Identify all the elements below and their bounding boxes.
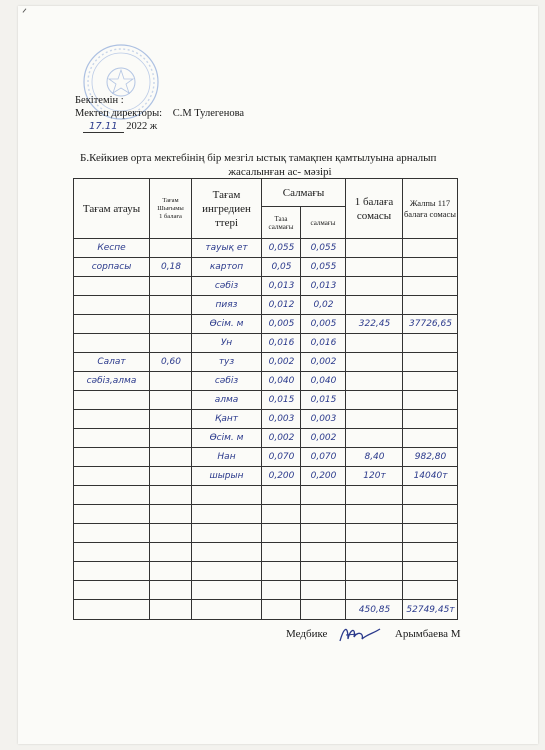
approval-date-suffix: 2022 ж	[126, 121, 158, 132]
corner-mark: ᐟ	[22, 6, 28, 20]
cell-ingredient: шырын	[192, 467, 262, 486]
cell-cost-total	[403, 486, 458, 505]
cell-cost-total	[403, 562, 458, 581]
header-weight-gross: салмағы	[301, 207, 346, 239]
cell-gross	[301, 524, 346, 543]
cell-cost-one	[346, 524, 403, 543]
signature-line	[286, 623, 461, 645]
cell-gross: 0,040	[301, 372, 346, 391]
cell-yield: 0,18	[150, 258, 192, 277]
signature-name: Арымбаева М	[394, 627, 461, 640]
approved-label: Бекітемін :	[75, 95, 124, 106]
cell-dish	[74, 429, 150, 448]
cell-yield	[150, 448, 192, 467]
header-cost-total: Жалпы 117 балаға сомасы	[403, 179, 458, 239]
cell-yield	[150, 562, 192, 581]
cell-ingredient: пияз	[192, 296, 262, 315]
cell-ingredient: Нан	[192, 448, 262, 467]
cell-yield	[150, 505, 192, 524]
cell-gross	[301, 505, 346, 524]
header-dish: Тағам атауы	[74, 179, 150, 239]
cell-dish	[74, 486, 150, 505]
header-weight-net: Таза салмағы	[262, 207, 301, 239]
table-row	[74, 372, 458, 391]
cell-ingredient: тауық ет	[192, 239, 262, 258]
cell-gross: 0,002	[301, 353, 346, 372]
cell-cost-one	[346, 581, 403, 600]
cell-cost-total	[403, 391, 458, 410]
total-cost-one: 450,85	[346, 600, 403, 620]
cell-cost-total	[403, 372, 458, 391]
cell-cost-total: 37726,65	[403, 315, 458, 334]
cell-net: 0,070	[262, 448, 301, 467]
table-row	[74, 258, 458, 277]
cell-ingredient	[192, 524, 262, 543]
cell-dish	[74, 315, 150, 334]
cell-ingredient: сәбіз	[192, 277, 262, 296]
cell-yield	[150, 315, 192, 334]
cell-gross: 0,002	[301, 429, 346, 448]
cell-gross	[301, 581, 346, 600]
cell-cost-one	[346, 372, 403, 391]
cell-yield	[150, 429, 192, 448]
table-row	[74, 543, 458, 562]
cell-yield	[150, 543, 192, 562]
cell-net	[262, 505, 301, 524]
document-title	[80, 151, 480, 179]
cell-cost-total	[403, 581, 458, 600]
cell-yield	[150, 391, 192, 410]
cell-cost-total	[403, 505, 458, 524]
cell-empty	[192, 600, 262, 620]
cell-yield	[150, 334, 192, 353]
cell-cost-one	[346, 505, 403, 524]
table-row	[74, 486, 458, 505]
cell-ingredient	[192, 562, 262, 581]
cell-net	[262, 562, 301, 581]
cell-net: 0,003	[262, 410, 301, 429]
table-row	[74, 505, 458, 524]
cell-dish: сорпасы	[74, 258, 150, 277]
title-line-1: Б.Кейкиев орта мектебінің бір мезгіл ыстық тамақпен қамтылуына арналып	[80, 152, 437, 164]
total-cost-total: 52749,45т	[403, 600, 458, 620]
cell-cost-one	[346, 391, 403, 410]
cell-gross: 0,02	[301, 296, 346, 315]
cell-gross: 0,200	[301, 467, 346, 486]
table-row	[74, 353, 458, 372]
approval-block	[75, 94, 244, 133]
cell-gross: 0,070	[301, 448, 346, 467]
cell-gross: 0,015	[301, 391, 346, 410]
cell-gross: 0,005	[301, 315, 346, 334]
cell-cost-one	[346, 239, 403, 258]
cell-net: 0,200	[262, 467, 301, 486]
cell-cost-one	[346, 562, 403, 581]
cell-cost-one	[346, 353, 403, 372]
cell-ingredient	[192, 505, 262, 524]
table-row	[74, 524, 458, 543]
cell-dish: Салат	[74, 353, 150, 372]
cell-gross: 0,003	[301, 410, 346, 429]
header-ingredients: Тағам ингредиен ттері	[192, 179, 262, 239]
table-row	[74, 239, 458, 258]
handwritten-signature	[336, 623, 386, 645]
cell-cost-total	[403, 543, 458, 562]
cell-cost-total	[403, 277, 458, 296]
cell-yield	[150, 524, 192, 543]
cell-yield	[150, 372, 192, 391]
cell-net: 0,002	[262, 353, 301, 372]
menu-table	[73, 178, 458, 620]
cell-cost-total	[403, 334, 458, 353]
cell-dish	[74, 543, 150, 562]
cell-gross: 0,055	[301, 258, 346, 277]
cell-cost-total	[403, 353, 458, 372]
table-body	[74, 239, 458, 620]
cell-cost-total: 982,80	[403, 448, 458, 467]
cell-gross: 0,013	[301, 277, 346, 296]
cell-ingredient	[192, 486, 262, 505]
cell-net: 0,040	[262, 372, 301, 391]
document-page	[18, 6, 538, 744]
cell-ingredient: туз	[192, 353, 262, 372]
cell-yield	[150, 467, 192, 486]
cell-gross: 0,055	[301, 239, 346, 258]
cell-ingredient: Қант	[192, 410, 262, 429]
title-line-2: жасалынған ас- мәзірі	[228, 166, 332, 178]
cell-dish	[74, 334, 150, 353]
cell-net: 0,002	[262, 429, 301, 448]
cell-cost-one	[346, 258, 403, 277]
cell-net: 0,013	[262, 277, 301, 296]
approval-date-handwritten: 17.11	[83, 121, 124, 133]
cell-gross	[301, 543, 346, 562]
cell-cost-one	[346, 277, 403, 296]
cell-empty	[262, 600, 301, 620]
table-total-row	[74, 600, 458, 620]
cell-empty	[301, 600, 346, 620]
cell-cost-one	[346, 334, 403, 353]
cell-gross	[301, 562, 346, 581]
cell-dish: Кеспе	[74, 239, 150, 258]
cell-yield	[150, 239, 192, 258]
cell-ingredient: Өсім. м	[192, 429, 262, 448]
table-row	[74, 277, 458, 296]
cell-cost-one	[346, 410, 403, 429]
signature-role: Медбике	[286, 627, 328, 640]
cell-ingredient: Өсім. м	[192, 315, 262, 334]
cell-cost-total	[403, 524, 458, 543]
cell-dish	[74, 448, 150, 467]
table-row	[74, 429, 458, 448]
director-name: С.М Тулегенова	[172, 108, 245, 119]
cell-net	[262, 486, 301, 505]
cell-cost-total	[403, 429, 458, 448]
cell-ingredient	[192, 581, 262, 600]
cell-ingredient: Ун	[192, 334, 262, 353]
cell-cost-one: 8,40	[346, 448, 403, 467]
cell-cost-one: 322,45	[346, 315, 403, 334]
header-weight: Салмағы	[262, 179, 346, 207]
cell-net: 0,015	[262, 391, 301, 410]
cell-net	[262, 581, 301, 600]
cell-dish	[74, 467, 150, 486]
cell-dish	[74, 562, 150, 581]
cell-dish: сәбіз,алма	[74, 372, 150, 391]
cell-net: 0,005	[262, 315, 301, 334]
cell-gross: 0,016	[301, 334, 346, 353]
header-yield: Тағам Шығымы 1 балаға	[150, 179, 192, 239]
table-row	[74, 562, 458, 581]
director-label: Мектеп директоры:	[75, 108, 163, 119]
cell-empty	[74, 600, 150, 620]
table-row	[74, 334, 458, 353]
cell-dish	[74, 391, 150, 410]
cell-net: 0,055	[262, 239, 301, 258]
cell-ingredient: картоп	[192, 258, 262, 277]
cell-empty	[150, 600, 192, 620]
cell-cost-total	[403, 296, 458, 315]
table-row	[74, 467, 458, 486]
cell-dish	[74, 505, 150, 524]
cell-yield	[150, 410, 192, 429]
cell-dish	[74, 296, 150, 315]
header-cost-one: 1 балаға сомасы	[346, 179, 403, 239]
cell-cost-one	[346, 486, 403, 505]
cell-dish	[74, 410, 150, 429]
cell-yield	[150, 486, 192, 505]
cell-cost-one: 120т	[346, 467, 403, 486]
table-row	[74, 391, 458, 410]
cell-cost-total	[403, 258, 458, 277]
cell-net: 0,012	[262, 296, 301, 315]
table-row	[74, 448, 458, 467]
cell-dish	[74, 277, 150, 296]
table-row	[74, 315, 458, 334]
cell-net	[262, 543, 301, 562]
cell-gross	[301, 486, 346, 505]
cell-cost-total: 14040т	[403, 467, 458, 486]
cell-cost-total	[403, 239, 458, 258]
cell-ingredient: сәбіз	[192, 372, 262, 391]
cell-cost-total	[403, 410, 458, 429]
cell-cost-one	[346, 429, 403, 448]
table-row	[74, 581, 458, 600]
cell-yield	[150, 296, 192, 315]
cell-net	[262, 524, 301, 543]
cell-ingredient: алма	[192, 391, 262, 410]
cell-cost-one	[346, 543, 403, 562]
table-row	[74, 296, 458, 315]
table-row	[74, 410, 458, 429]
cell-yield	[150, 277, 192, 296]
cell-yield	[150, 581, 192, 600]
cell-dish	[74, 524, 150, 543]
cell-cost-one	[346, 296, 403, 315]
cell-net: 0,016	[262, 334, 301, 353]
cell-ingredient	[192, 543, 262, 562]
cell-yield: 0,60	[150, 353, 192, 372]
cell-net: 0,05	[262, 258, 301, 277]
cell-dish	[74, 581, 150, 600]
